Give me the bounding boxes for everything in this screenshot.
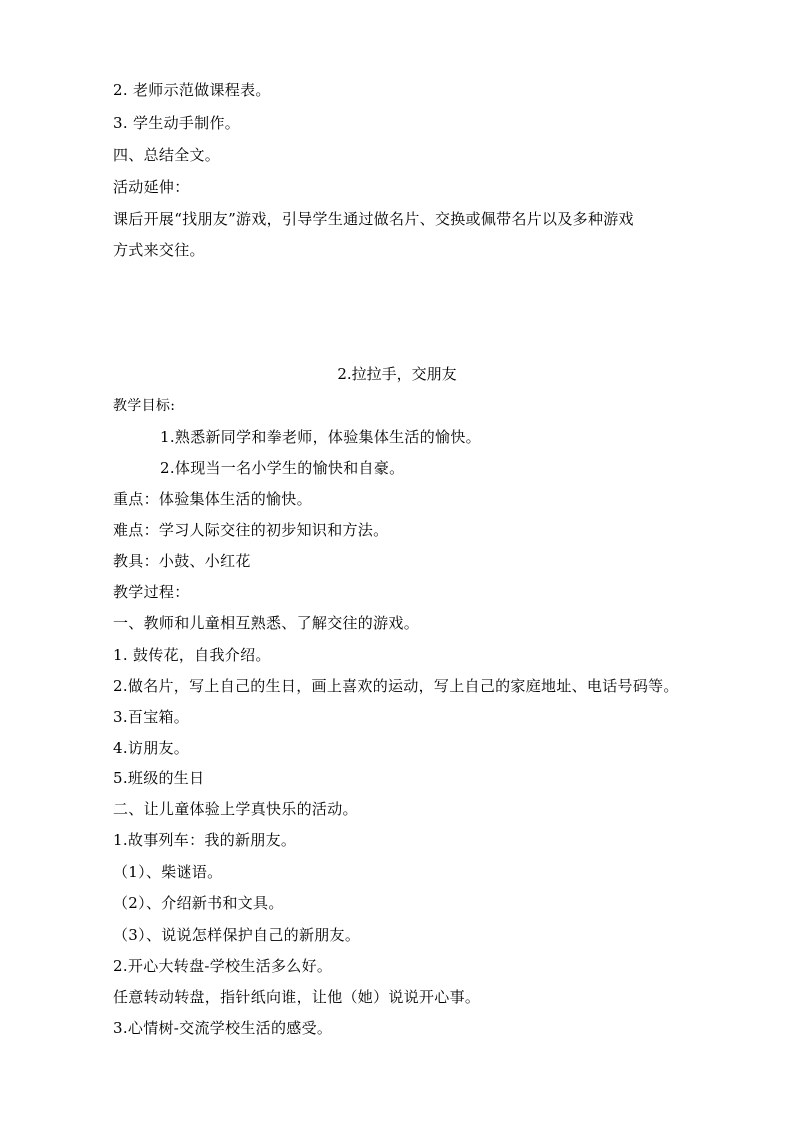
process-line: 1. 鼓传花，自我介绍。 (113, 646, 271, 664)
lesson-title: 2.拉拉手，交朋友 (337, 365, 457, 383)
summary-heading: 四、总结全文。 (113, 146, 221, 164)
extension-heading: 活动延伸： (113, 178, 190, 196)
process-line: 一、教师和儿童相互熟悉、了解交往的游戏。 (113, 614, 420, 632)
step-line-3: 3. 学生动手制作。 (113, 114, 241, 132)
process-line: 二、让儿童体验上学真快乐的活动。 (113, 800, 358, 818)
extension-text-line-1: 课后开展“找朋友”游戏，引导学生通过做名片、交换或佩带名片以及多种游戏 (113, 210, 634, 228)
process-line: 4.访朋友。 (113, 739, 190, 757)
process-line: （2）、介绍新书和文具。 (113, 894, 284, 912)
objective-item-2: 2.体现当一名小学生的愉快和自豪。 (160, 459, 405, 477)
process-line: （3）、说说怎样保护自己的新朋友。 (113, 926, 361, 944)
key-point: 重点：体验集体生活的愉快。 (113, 490, 312, 508)
process-line: （1）、柴谜语。 (113, 863, 223, 881)
process-line: 任意转动转盘，指针纸向谁，让他（她）说说开心事。 (113, 988, 481, 1006)
process-line: 1.故事列车：我的新朋友。 (113, 831, 297, 849)
process-label: 教学过程： (113, 583, 190, 601)
extension-text-line-2: 方式来交往。 (113, 241, 205, 259)
difficulty: 难点：学习人际交往的初步知识和方法。 (113, 521, 389, 539)
objective-item-1: 1.熟悉新同学和拳老师，体验集体生活的愉快。 (160, 428, 481, 446)
process-line: 5.班级的生日 (113, 769, 205, 787)
process-line: 3.百宝箱。 (113, 708, 190, 726)
objectives-label: 教学目标: (113, 398, 176, 414)
teaching-tools: 教具：小鼓、小红花 (113, 552, 251, 570)
process-line: 2.做名片，写上自己的生日，画上喜欢的运动，写上自己的家庭地址、电话号码等。 (113, 677, 679, 695)
process-line: 2.开心大转盘-学校生活多么好。 (113, 957, 333, 975)
process-line: 3.心情树-交流学校生活的感受。 (113, 1019, 333, 1037)
step-line-2: 2. 老师示范做课程表。 (113, 81, 271, 99)
